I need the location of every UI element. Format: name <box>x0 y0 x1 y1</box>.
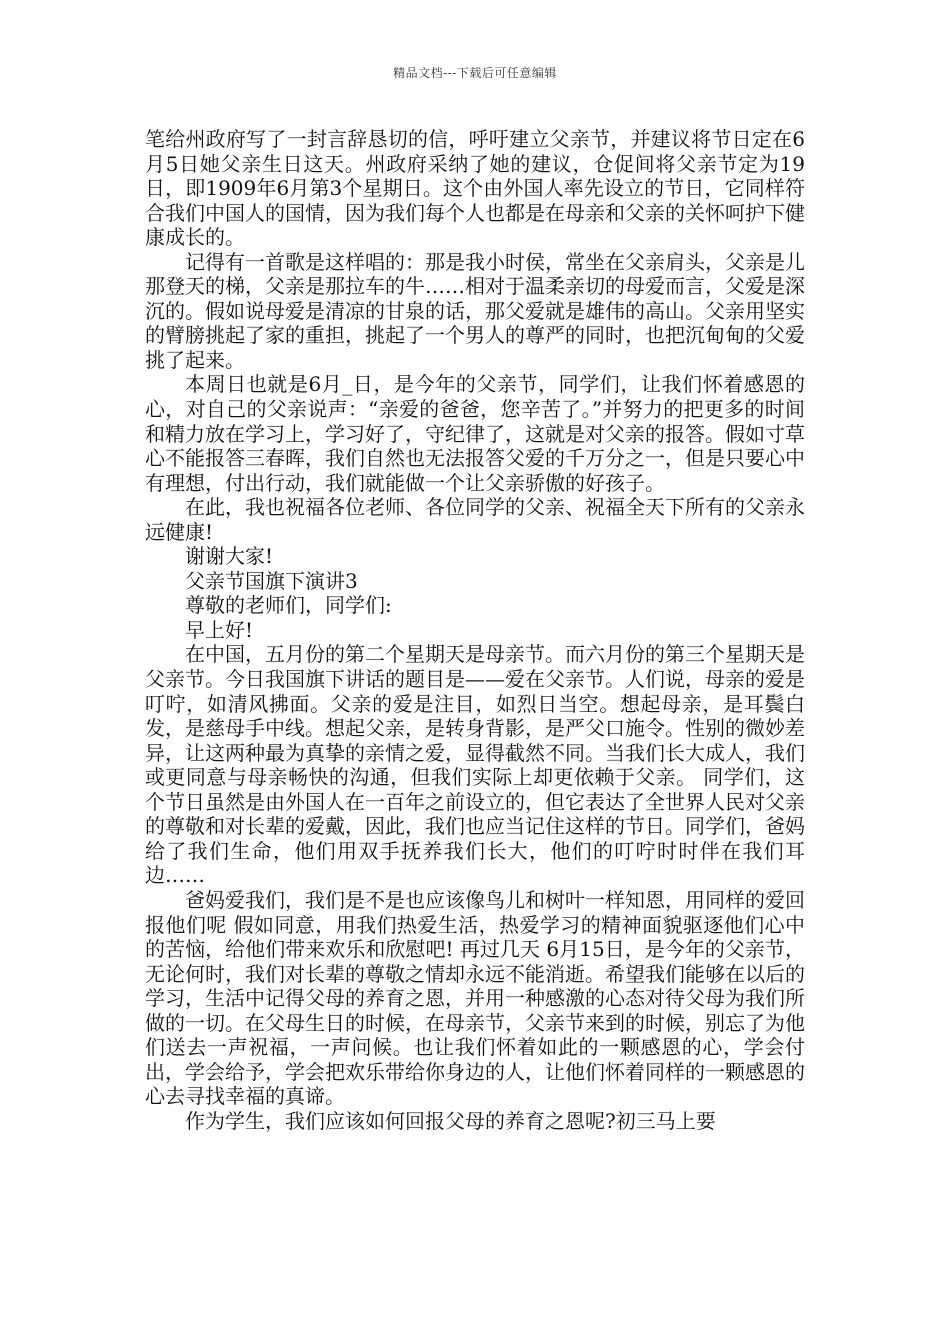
paragraph-1: 笔给州政府写了一封言辞恳切的信，呼吁建立父亲节，并建议将节日定在6月5日她父亲生日这天。州政府采纳了她的建议，仓促间将父亲节定为19日，即1909年6月第3个星期日。这个由外国人率先设立的节日，它同样符合我们中国人的国情，因为我们每个人也都是在母亲和父亲的关怀呵护下健康成长的。 <box>145 127 805 250</box>
paragraph-4: 在此，我也祝福各位老师、各位同学的父亲、祝福全天下所有的父亲永远健康! <box>145 495 805 544</box>
paragraph-3: 本周日也就是6月_日，是今年的父亲节，同学们，让我们怀着感恩的心，对自己的父亲说声：“亲爱的爸爸，您辛苦了。”并努力的把更多的时间和精力放在学习上，学习好了，守纪律了，这就是对父亲的报答。假如寸草心不能报答三春晖，我们自然也无法报答父爱的千万分之一，但是只要心中有理想，付出行动，我们就能做一个让父亲骄傲的好孩子。 <box>145 372 805 495</box>
page-header: 精品文档---下载后可任意编辑 <box>393 66 557 80</box>
paragraph-thanks: 谢谢大家! <box>185 544 274 569</box>
greeting: 早上好! <box>185 617 254 642</box>
salutation: 尊敬的老师们，同学们: <box>185 593 392 618</box>
paragraph-9: 在中国，五月份的第二个星期天是母亲节。而六月份的第三个星期天是父亲节。今日我国旗下讲话的题目是——爱在父亲节。人们说，母亲的爱是叮咛，如清风拂面。父亲的爱是注目，如烈日当空。想起母亲，是耳鬓白发，是慈母手中线。想起父亲，是转身背影，是严父口施令。性别的微妙差异，让这两种最为真挚的亲情之爱，显得截然不同。当我们长大成人，我们或更同意与母亲畅快的沟通，但我们实际上却更依赖于父亲。 同学们，这个节日虽然是由外国人在一百年之前设立的，但它表达了全世界人民对父亲的尊敬和对长辈的爱戴，因此，我们也应当记住这样的节日。同学们，爸妈给了我们生命，他们用双手抚养我们长大，他们的叮咛时时伴在我们耳边…… <box>145 642 805 888</box>
document-body <box>145 127 805 1133</box>
paragraph-2: 记得有一首歌是这样唱的：那是我小时侯，常坐在父亲肩头，父亲是儿那登天的梯，父亲是那拉车的牛……相对于温柔亲切的母爱而言，父爱是深沉的。假如说母爱是清凉的甘泉的话，那父爱就是雄伟的高山。父亲用坚实的臂膀挑起了家的重担，挑起了一个男人的尊严的同时，也把沉甸甸的父爱挑了起来。 <box>145 249 805 372</box>
speech-title: 父亲节国旗下演讲3 <box>185 568 358 593</box>
paragraph-11: 作为学生，我们应该如何回报父母的养育之恩呢?初三马上要 <box>185 1108 716 1133</box>
paragraph-10: 爸妈爱我们，我们是不是也应该像鸟儿和树叶一样知恩，用同样的爱回报他们呢 假如同意，用我们热爱生活，热爱学习的精神面貌驱逐他们心中的苦恼，给他们带来欢乐和欣慰吧! 再过几天 6月15日，是今年的父亲节，无论何时，我们对长辈的尊敬之情却永远不能消逝。希望我们能够在以后的学习，生活中记得父母的养育之恩，并用一种感激的心态对待父母为我们所做的一切。在父母生日的时候，在母亲节，父亲节来到的时候，别忘了为他们送去一声祝福，一声问候。也让我们怀着如此的一颗感恩的心，学会付出，学会给予，学会把欢乐带给你身边的人，让他们怀着同样的一颗感恩的心去寻找幸福的真谛。 <box>145 887 805 1109</box>
